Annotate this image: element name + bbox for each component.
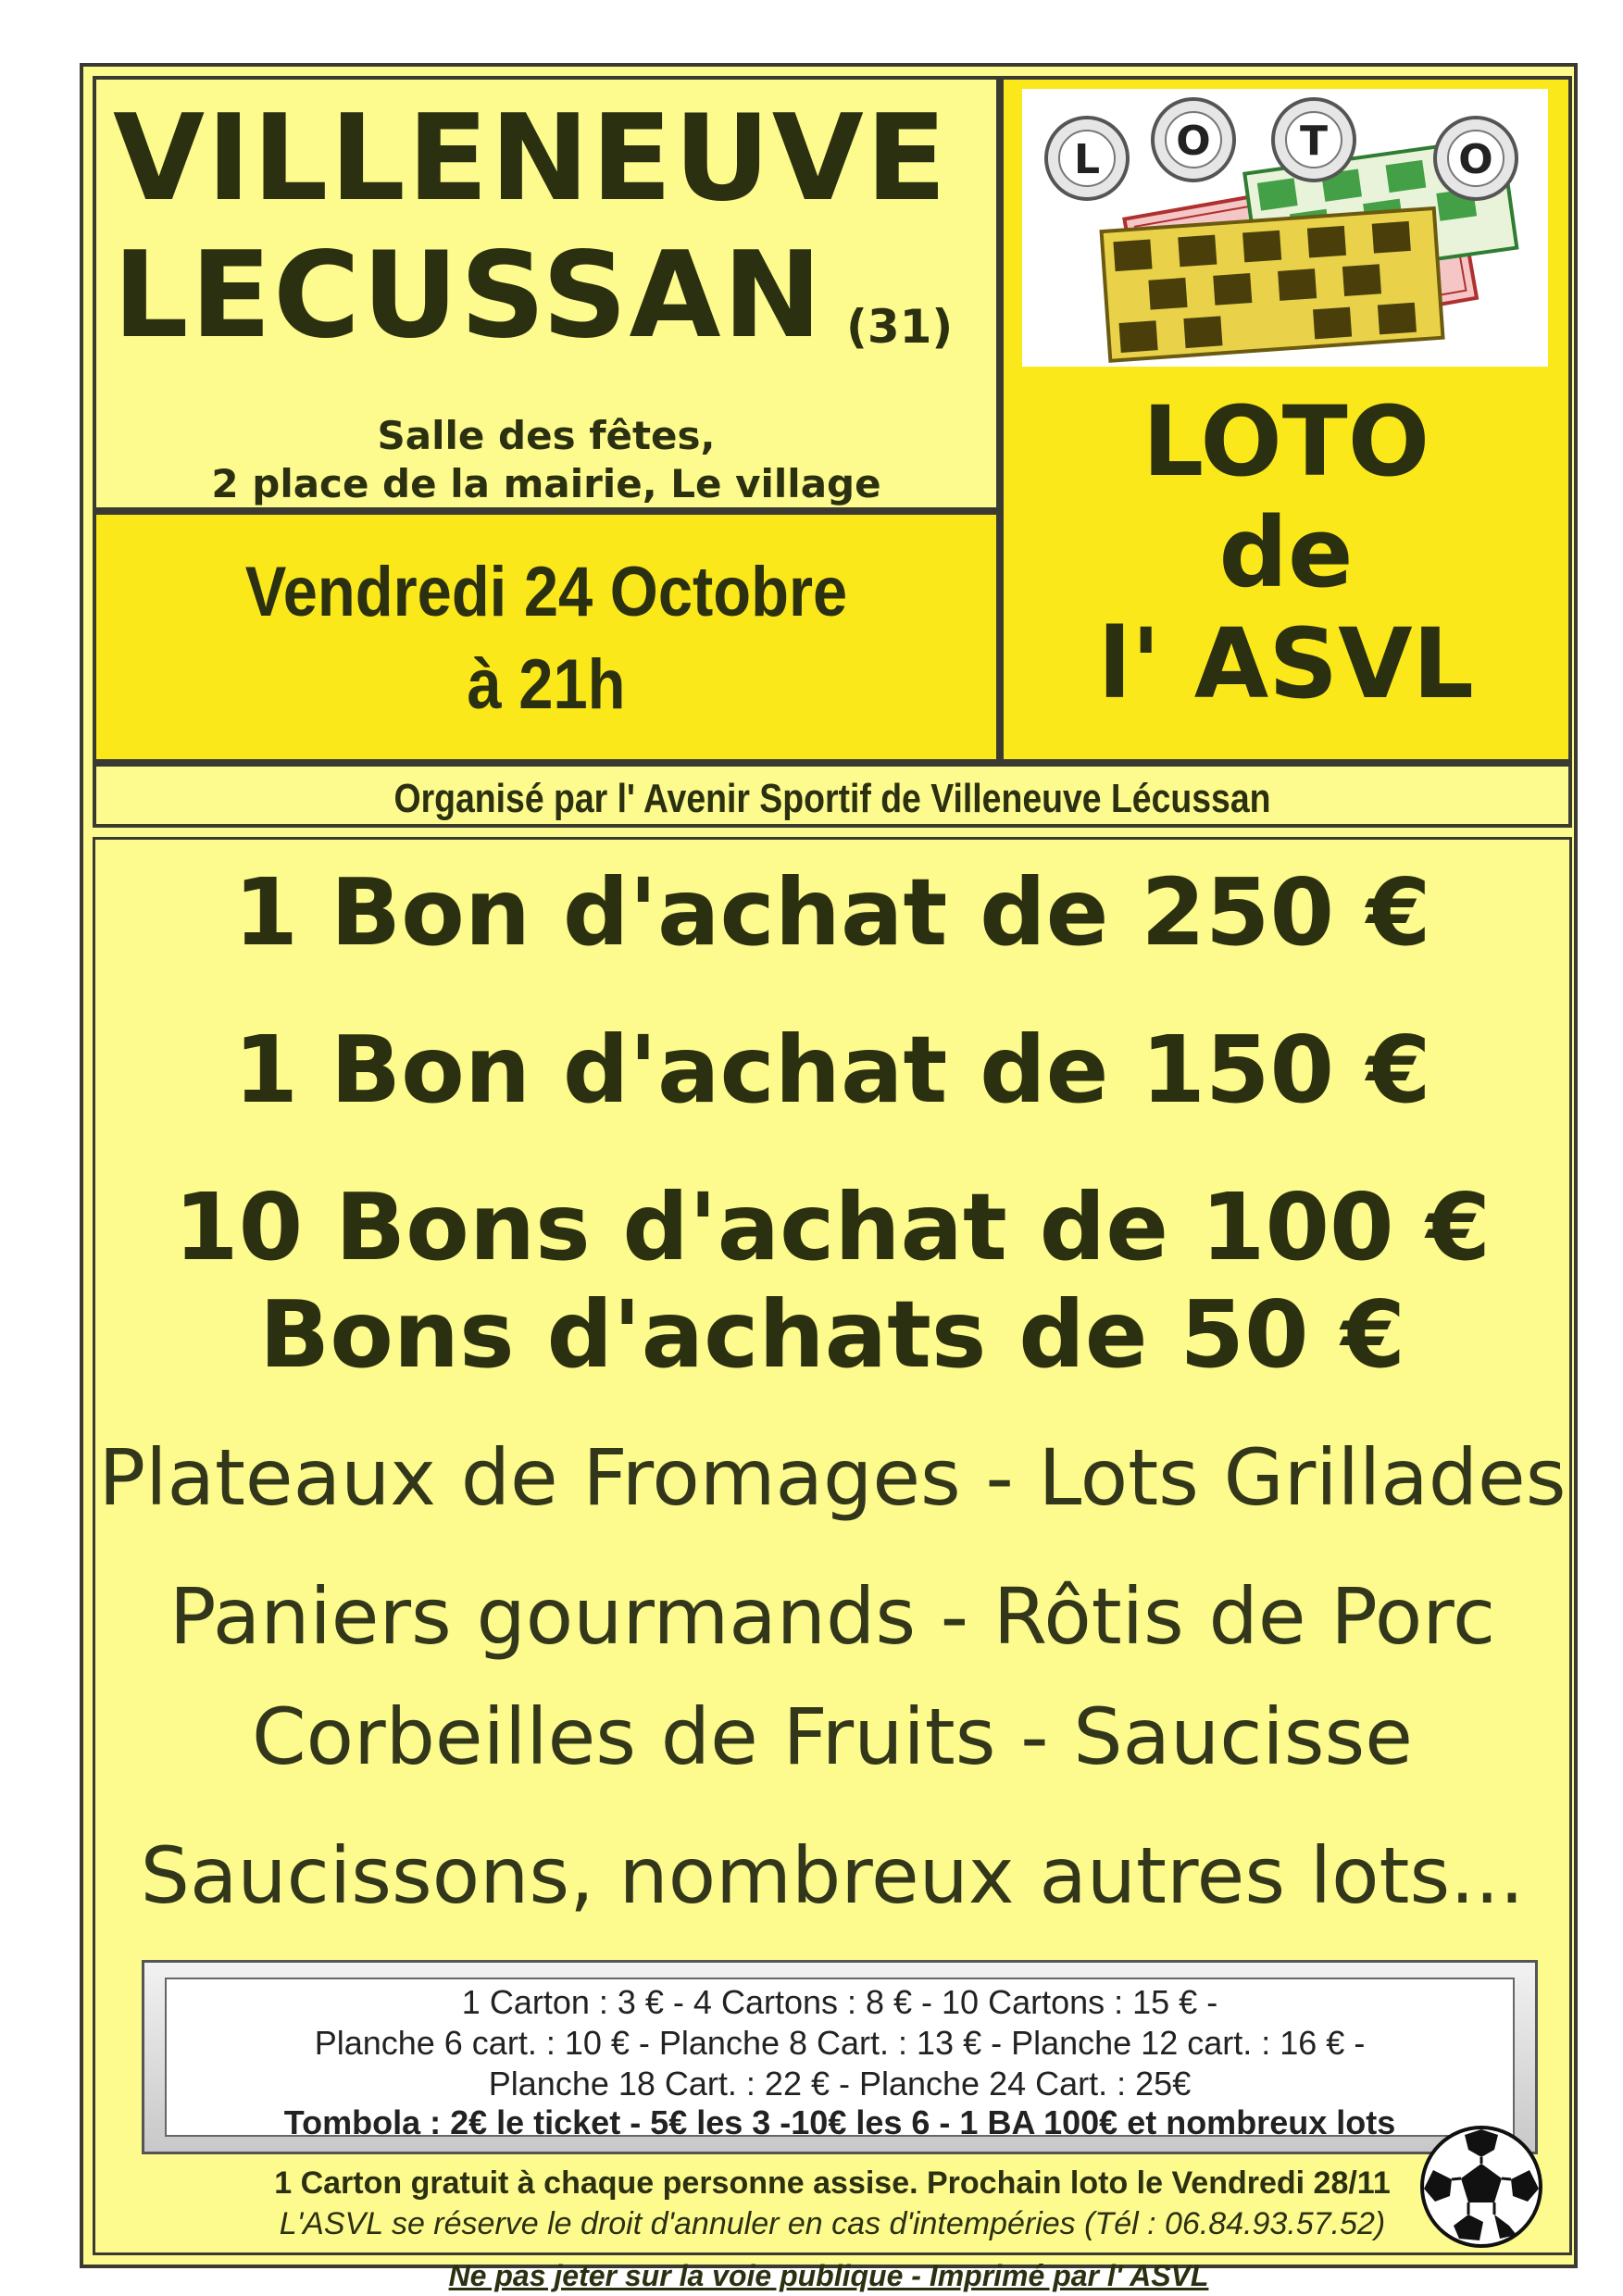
print-notice: Ne pas jeter sur la voie publique - Imprimé par l' ASVL xyxy=(448,2259,1209,2292)
prize-item: Plateaux de Fromages - Lots Grillades xyxy=(98,1432,1567,1523)
organizer-box xyxy=(93,763,1572,828)
price-line: Planche 18 Cart. : 22 € - Planche 24 Cart. : 25€ xyxy=(488,2065,1192,2103)
free-card-notice: 1 Carton gratuit à chaque personne assise. Prochain loto le Vendredi 28/11 xyxy=(274,2165,1391,2201)
venue-line-2: 2 place de la mairie, Le village xyxy=(211,461,881,506)
event-title-line-2: de xyxy=(1218,496,1354,609)
tombola-line: Tombola : 2€ le ticket - 5€ les 3 -10€ les 6 - 1 BA 100€ et nombreux lots xyxy=(283,2103,1396,2141)
svg-text:L: L xyxy=(1073,136,1101,183)
town-box xyxy=(93,76,1000,511)
price-list-frame xyxy=(142,1960,1538,2154)
event-time: à 21h xyxy=(467,645,626,724)
date-box xyxy=(93,511,1000,763)
svg-text:O: O xyxy=(1176,118,1211,165)
event-date: Vendredi 24 Octobre xyxy=(244,553,848,631)
prize-item: Saucissons, nombreux autres lots... xyxy=(140,1830,1525,1921)
prize-item: 1 Bon d'achat de 250 € xyxy=(233,858,1431,967)
price-line: Planche 6 cart. : 10 € - Planche 8 Cart. : 13 € - Planche 12 cart. : 16 € - xyxy=(314,2024,1366,2062)
town-name-line-1: VILLENEUVE xyxy=(113,90,949,228)
prize-item: Bons d'achats de 50 € xyxy=(259,1280,1405,1389)
prize-item: 10 Bons d'achat de 100 € xyxy=(173,1173,1492,1281)
prize-item: 1 Bon d'achat de 150 € xyxy=(233,1016,1431,1124)
department-number: (31) xyxy=(846,300,954,354)
prize-item: Corbeilles de Fruits - Saucisse xyxy=(252,1691,1413,1782)
event-title-line-1: LOTO xyxy=(1142,385,1430,498)
prize-item: Paniers gourmands - Rôtis de Porc xyxy=(169,1571,1496,1662)
event-title-line-3: l' ASVL xyxy=(1098,607,1474,720)
soccer-ball-icon xyxy=(1417,2122,1546,2252)
organizer-text: Organisé par l' Avenir Sportif de Villeneuve Lécussan xyxy=(393,776,1271,821)
price-list xyxy=(165,1978,1515,2141)
event-title-box xyxy=(1000,76,1572,763)
poster xyxy=(80,63,1578,2292)
prizes-box xyxy=(93,837,1572,2255)
svg-text:T: T xyxy=(1299,118,1329,165)
svg-text:O: O xyxy=(1458,136,1493,183)
town-name-line-2: LECUSSAN xyxy=(113,227,824,365)
venue-line-1: Salle des fêtes, xyxy=(377,413,716,458)
cancellation-notice: L'ASVL se réserve le droit d'annuler en cas d'intempéries (Tél : 06.84.93.57.52) xyxy=(279,2206,1386,2241)
loto-cards-icon xyxy=(1022,89,1548,367)
loto-cards-illustration xyxy=(1022,89,1548,367)
price-line: 1 Carton : 3 € - 4 Cartons : 8 € - 10 Cartons : 15 € - xyxy=(461,1983,1218,2021)
